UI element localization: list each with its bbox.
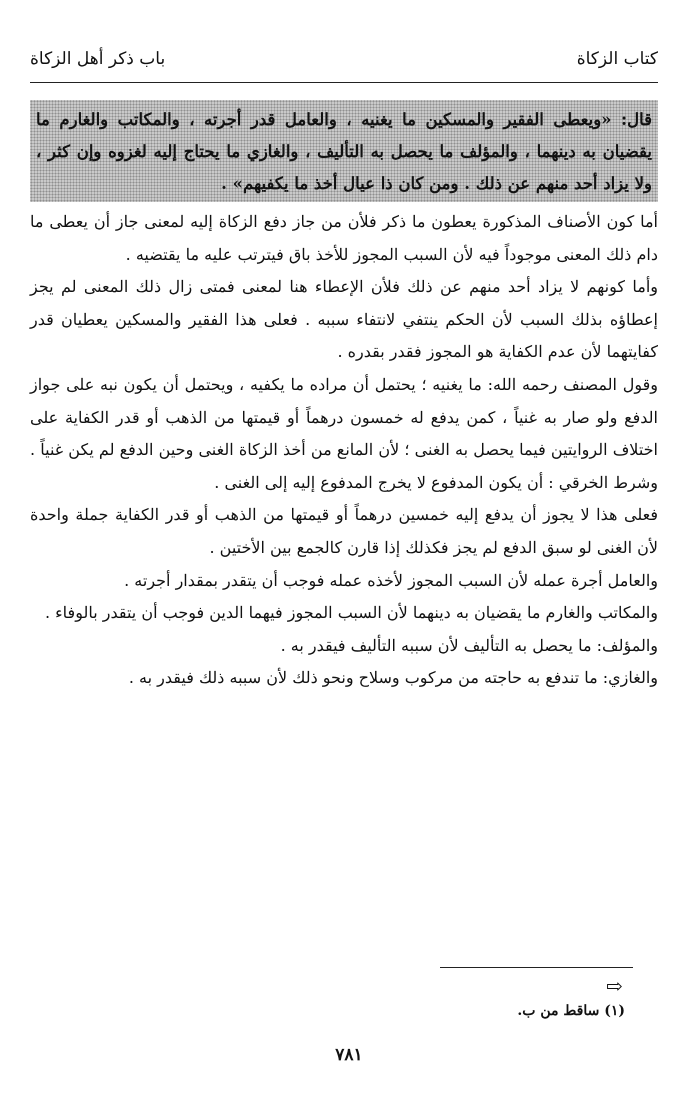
header-rule xyxy=(30,82,658,83)
running-head xyxy=(30,44,658,74)
paragraph: والمكاتب والغارم ما يقضيان به دينهما لأن السبب المجوز فيهما الدين فوجب أن يتقدر بالوفاء . xyxy=(44,603,658,623)
paragraph: أما كون الأصناف المذكورة يعطون ما ذكر فلأن من جاز دفع الزكاة إليه لمعنى جاز أن يعطى ما دام ذلك المعنى موجوداً فيه لأن السبب المجوز للأخذ باق فيترتب عليه ما يقتضيه . xyxy=(30,212,658,264)
chapter-title: باب ذكر أهل الزكاة xyxy=(30,49,166,69)
matn-highlighted-text: قال: «ويعطى الفقير والمسكين ما يغنيه ، والعامل قدر أجرته ، والمكاتب والغارم ما يقضيان به دينهما ، والمؤلف ما يحصل به التأليف ، والغازي ما يحتاج إليه لغزوه وإن كثر ، ولا يزاد أحد منهم عن ذلك . ومن كان ذا عيال أخذ ما يكفيهم» . xyxy=(30,100,658,202)
book-title: كتاب الزكاة xyxy=(576,49,658,69)
paragraph: فعلى هذا لا يجوز أن يدفع إليه خمسين درهماً أو قيمتها من الذهب أو قدر الكفاية جملة واحدة لأن الغنى لو سبق الدفع لم يجز فكذلك إذا قارن كالجمع بين الأختين . xyxy=(30,505,658,557)
paragraph: وأما كونهم لا يزاد أحد منهم عن ذلك فلأن الإعطاء هنا لمعنى فمتى زال ذلك المعنى لم يجز إعطاؤه بذلك السبب لأن الحكم ينتفي لانتفاء سببه . فعلى هذا الفقير والمسكين يعطيان قدر كفايتهما لأن عدم الكفاية هو المجوز فقدر بقدره . xyxy=(30,277,658,362)
paragraph: والغازي: ما تندفع به حاجته من مركوب وسلاح ونحو ذلك لأن سببه ذلك فيقدر به . xyxy=(128,668,658,688)
commentary-body xyxy=(30,206,658,695)
footnote-rule xyxy=(440,967,633,968)
page-number: ٧٨١ xyxy=(335,1045,363,1065)
paragraph: وقول المصنف رحمه الله: ما يغنيه ؛ يحتمل أن مراده ما يكفيه ، ويحتمل أن يكون نبه على جواز الدفع ولو صار به غنياً ، كمن يدفع له خمسون درهماً أو قيمتها من الذهب أو قدر الكفاية على اختلاف الروايتين فيما يحصل به الغنى ؛ لأن المانع من أخذ الزكاة الغنى وحين الدفع لم يكن غنياً . وشرط الخرقي : أن يكون المدفوع لا يخرج المدفوع إليه إلى الغنى . xyxy=(30,374,658,492)
paragraph: والمؤلف: ما يحصل به التأليف لأن سببه التأليف فيقدر به . xyxy=(280,635,658,655)
footnote: (١) ساقط من ب. xyxy=(517,1003,625,1019)
paragraph: والعامل أجرة عمله لأن السبب المجوز لأخذه عمله فوجب أن يتقدر بمقدار أجرته . xyxy=(124,570,658,590)
continuation-arrow-icon: ⇨ xyxy=(606,974,623,998)
